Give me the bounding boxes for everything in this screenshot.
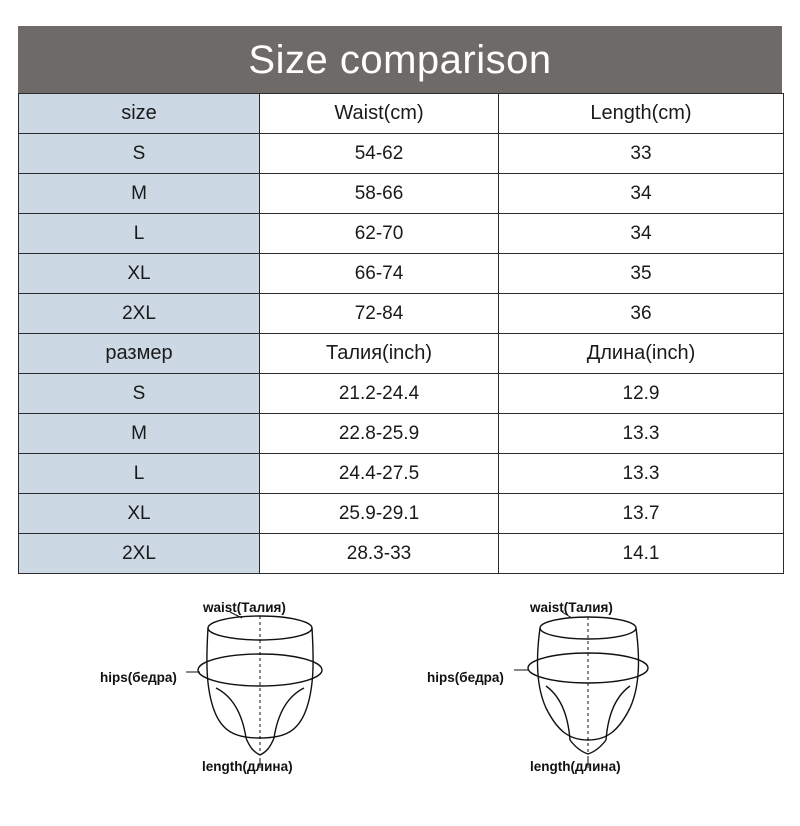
cell-size: S xyxy=(19,374,260,414)
cell-length: 14.1 xyxy=(499,534,784,574)
table-row xyxy=(19,254,784,294)
column-header-size-ru: размер xyxy=(19,334,260,374)
table-row xyxy=(19,294,784,334)
table-row xyxy=(19,174,784,214)
cell-length: 13.7 xyxy=(499,494,784,534)
page-title-bar xyxy=(18,26,782,93)
cell-size: L xyxy=(19,214,260,254)
cell-length: 36 xyxy=(499,294,784,334)
cell-waist: 66-74 xyxy=(260,254,499,294)
label-hips: hips(бедра) xyxy=(427,670,504,685)
cell-size: 2XL xyxy=(19,294,260,334)
cell-size: M xyxy=(19,174,260,214)
cell-waist: 62-70 xyxy=(260,214,499,254)
table-row xyxy=(19,374,784,414)
label-length: length(длина) xyxy=(530,759,621,774)
page-title: Size comparison xyxy=(248,37,552,82)
label-length: length(длина) xyxy=(202,759,293,774)
diagram-area xyxy=(0,592,800,792)
cell-length: 13.3 xyxy=(499,454,784,494)
table-header-row-inch xyxy=(19,334,784,374)
size-chart-page xyxy=(0,26,800,826)
briefs-diagram-right xyxy=(400,592,790,792)
cell-size: L xyxy=(19,454,260,494)
table-row xyxy=(19,494,784,534)
cell-length: 12.9 xyxy=(499,374,784,414)
column-header-length-inch: Длина(inch) xyxy=(499,334,784,374)
cell-length: 34 xyxy=(499,214,784,254)
cell-size: XL xyxy=(19,254,260,294)
table-header-row-cm xyxy=(19,94,784,134)
cell-size: 2XL xyxy=(19,534,260,574)
column-header-length-cm: Length(cm) xyxy=(499,94,784,134)
table-row xyxy=(19,214,784,254)
column-header-waist-inch: Талия(inch) xyxy=(260,334,499,374)
cell-waist: 58-66 xyxy=(260,174,499,214)
cell-length: 34 xyxy=(499,174,784,214)
cell-length: 35 xyxy=(499,254,784,294)
cell-waist: 21.2-24.4 xyxy=(260,374,499,414)
column-header-waist-cm: Waist(cm) xyxy=(260,94,499,134)
column-header-size: size xyxy=(19,94,260,134)
cell-size: XL xyxy=(19,494,260,534)
cell-length: 13.3 xyxy=(499,414,784,454)
cell-waist: 25.9-29.1 xyxy=(260,494,499,534)
table-row xyxy=(19,534,784,574)
cell-waist: 22.8-25.9 xyxy=(260,414,499,454)
briefs-diagram-left xyxy=(10,592,400,792)
label-waist: waist(Талия) xyxy=(530,600,613,615)
cell-waist: 72-84 xyxy=(260,294,499,334)
cell-waist: 24.4-27.5 xyxy=(260,454,499,494)
label-hips: hips(бедра) xyxy=(100,670,177,685)
cell-size: M xyxy=(19,414,260,454)
cell-length: 33 xyxy=(499,134,784,174)
table-row xyxy=(19,134,784,174)
label-waist: waist(Талия) xyxy=(203,600,286,615)
cell-size: S xyxy=(19,134,260,174)
size-comparison-table xyxy=(18,93,784,574)
cell-waist: 54-62 xyxy=(260,134,499,174)
table-row xyxy=(19,414,784,454)
table-row xyxy=(19,454,784,494)
cell-waist: 28.3-33 xyxy=(260,534,499,574)
